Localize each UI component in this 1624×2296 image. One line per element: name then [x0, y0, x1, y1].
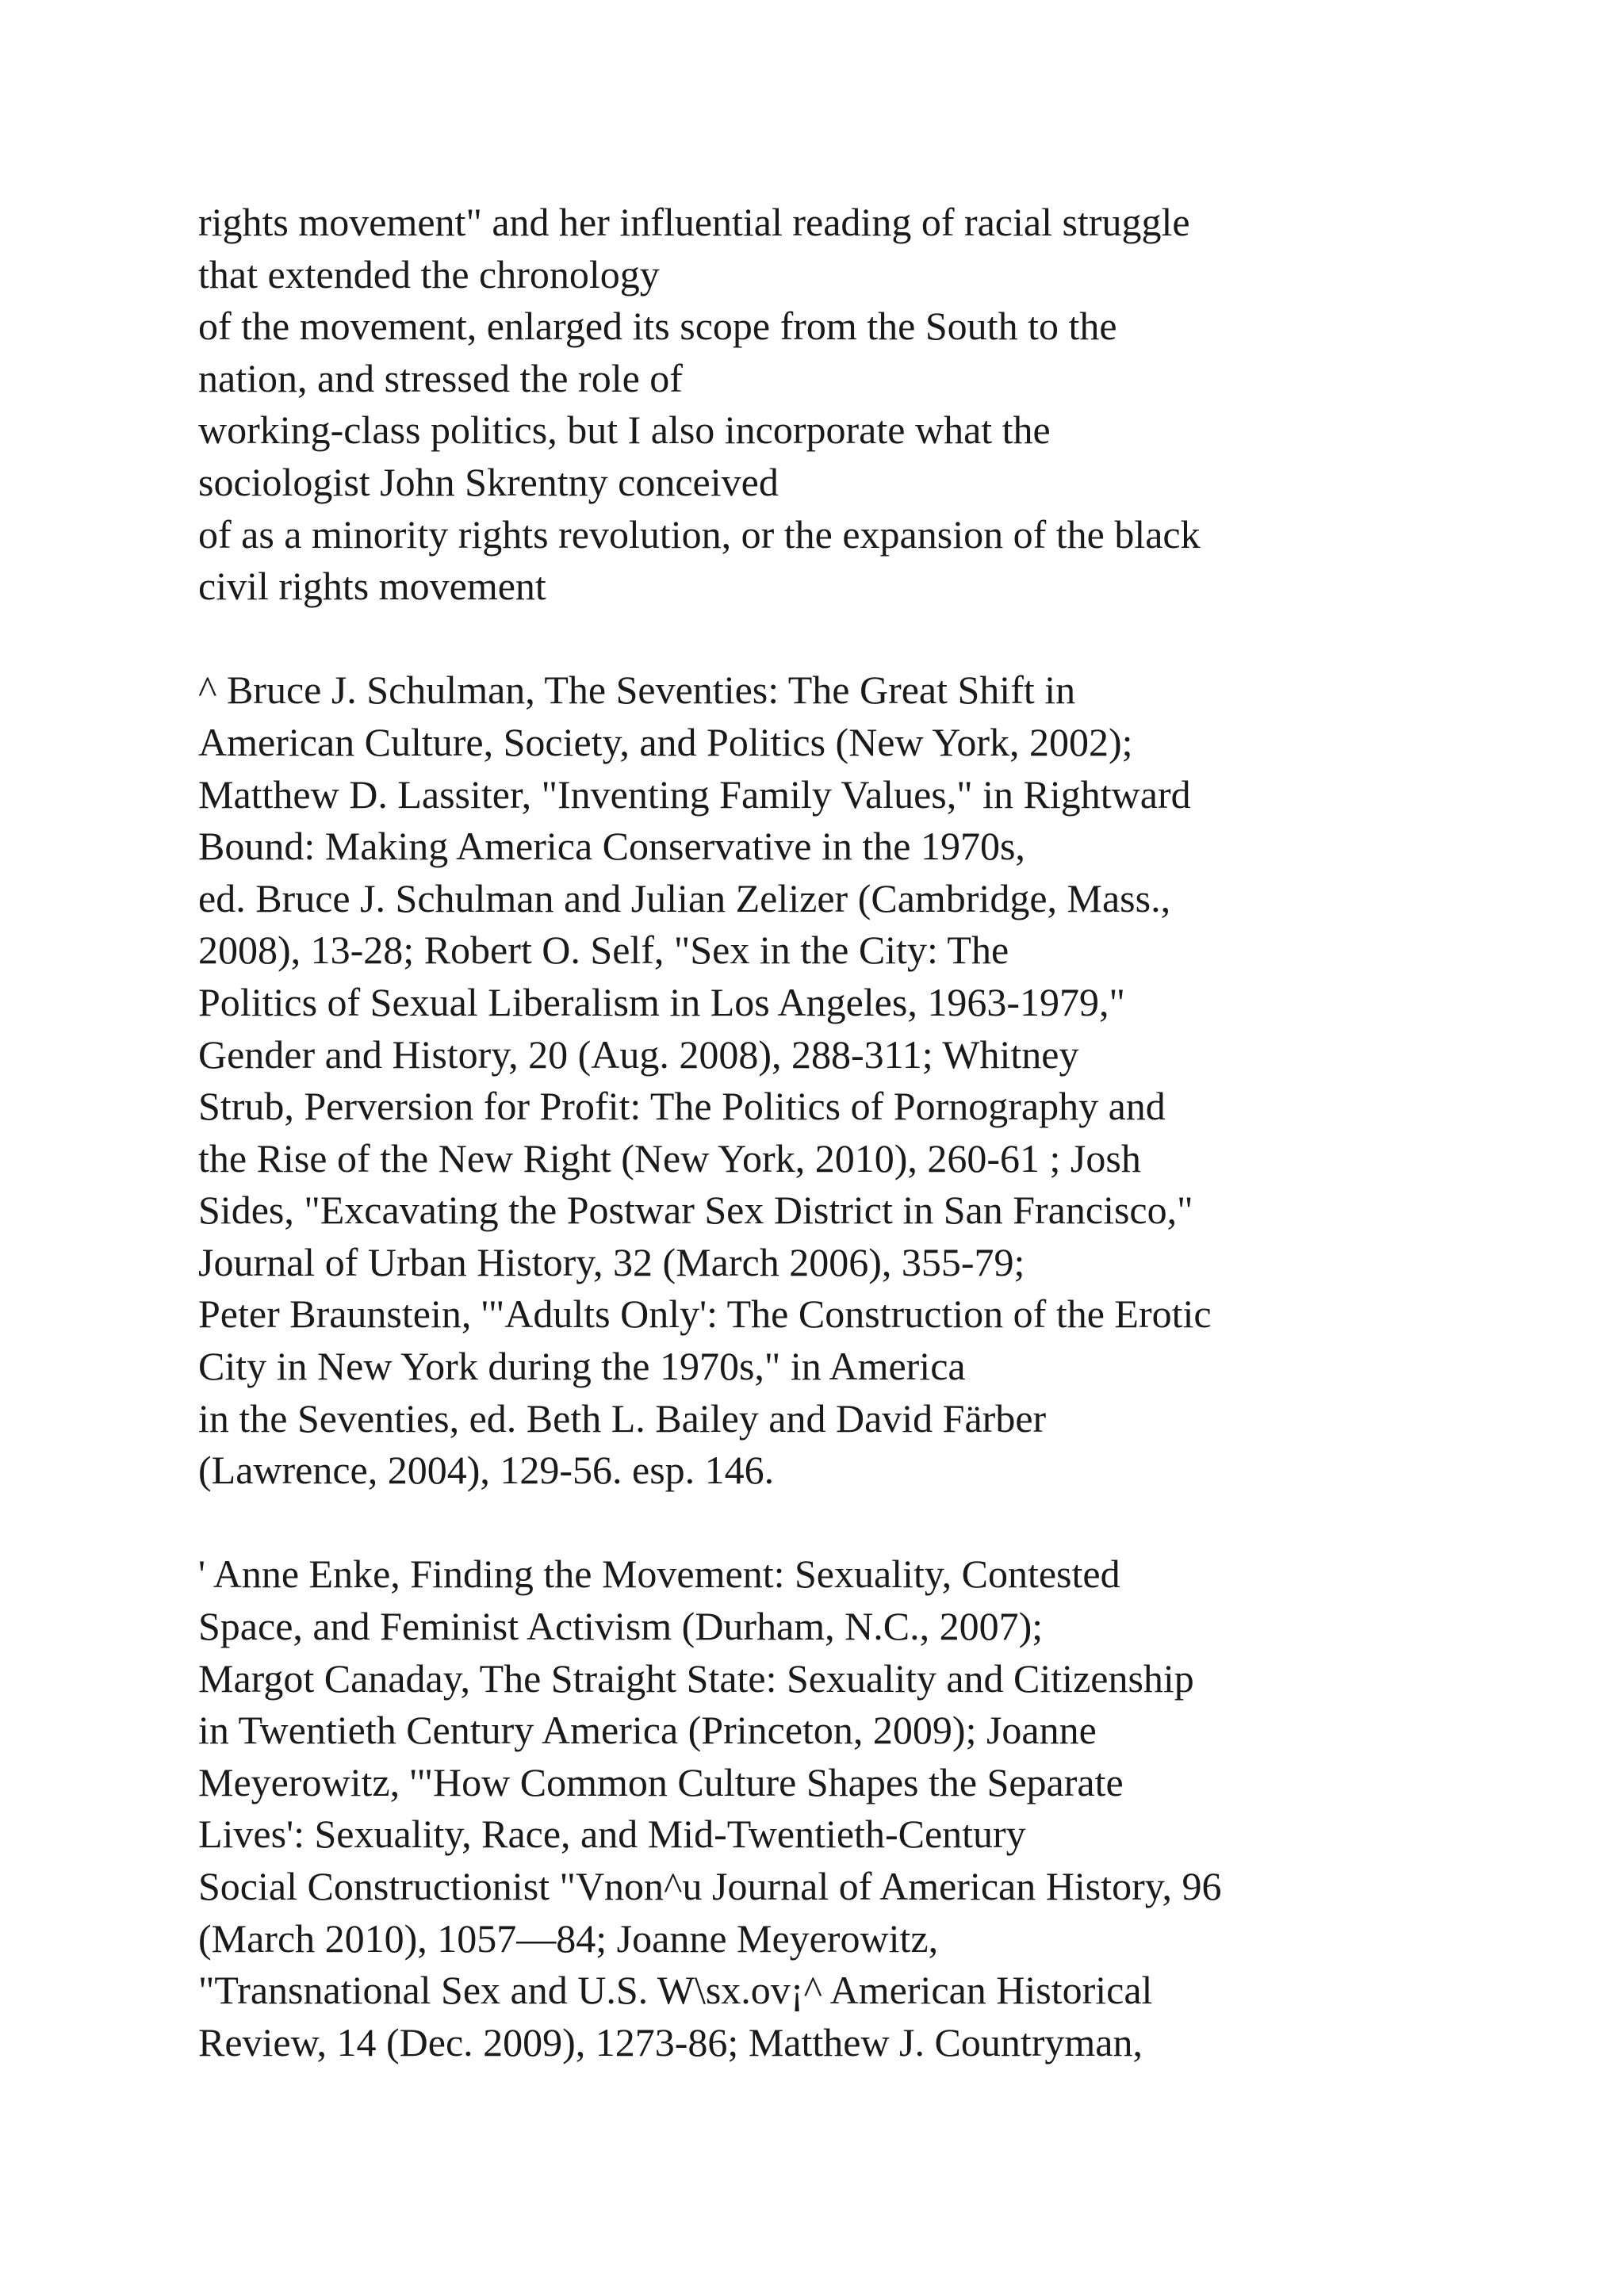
text-line: (March 2010), 1057—84; Joanne Meyerowitz, [198, 1915, 939, 1961]
footnote-enke [198, 1548, 1594, 2068]
footnote-schulman [198, 664, 1594, 1497]
text-line: ed. Bruce J. Schulman and Julian Zelizer (Cambridge, Mass., [198, 875, 1171, 920]
text-line: Meyerowitz, '"How Common Culture Shapes the Separate [198, 1759, 1124, 1804]
text-line: civil rights movement [198, 564, 546, 609]
text-line: Review, 14 (Dec. 2009), 1273-86; Matthew J. Countryman, [198, 2019, 1143, 2064]
text-line: Bound: Making America Conservative in the 1970s, [198, 824, 1025, 869]
text-line: "Transnational Sex and U.S. W\sx.ov¡^ American Historical [198, 1968, 1153, 2013]
text-line: sociologist John Skrentny conceived [198, 459, 779, 504]
paragraph-gap [198, 613, 1594, 665]
text-line: (Lawrence, 2004), 129-56. esp. 146. [198, 1448, 775, 1493]
text-line: 2008), 13-28; Robert O. Self, "Sex in the City: The [198, 928, 1009, 973]
text-line: Gender and History, 20 (Aug. 2008), 288-311; Whitney [198, 1031, 1079, 1077]
paragraph-civil-rights [198, 197, 1594, 613]
text-line: in Twentieth Century America (Princeton, 2009); Joanne [198, 1708, 1097, 1753]
text-line: nation, and stressed the role of [198, 355, 683, 400]
text-line: Margot Canaday, The Straight State: Sexuality and Citizenship [198, 1655, 1194, 1701]
text-line: City in New York during the 1970s," in America [198, 1344, 966, 1389]
text-line: Social Constructionist "Vnon^u Journal of American History, 96 [198, 1864, 1222, 1908]
document-page [198, 197, 1594, 2068]
text-line: the Rise of the New Right (New York, 2010), 260-61 ; Josh [198, 1135, 1141, 1181]
text-line: Politics of Sexual Liberalism in Los Angeles, 1963-1979," [198, 979, 1125, 1024]
text-line: Lives': Sexuality, Race, and Mid-Twentieth-Century [198, 1812, 1026, 1857]
text-line: of the movement, enlarged its scope from the South to the [198, 304, 1117, 349]
text-line: American Culture, Society, and Politics (New York, 2002); [198, 719, 1133, 764]
paragraph-gap [198, 1497, 1594, 1549]
text-line: Space, and Feminist Activism (Durham, N.C., 2007); [198, 1604, 1044, 1649]
text-line: Matthew D. Lassiter, "Inventing Family Values," in Rightward [198, 771, 1191, 817]
text-line: ' Anne Enke, Finding the Movement: Sexuality, Contested [198, 1552, 1120, 1597]
text-line: that extended the chronology [198, 251, 660, 297]
text-line: Sides, "Excavating the Postwar Sex District in San Francisco," [198, 1188, 1193, 1233]
text-line: Journal of Urban History, 32 (March 2006), 355-79; [198, 1239, 1025, 1284]
text-line: Peter Braunstein, '"Adults Only': The Construction of the Erotic [198, 1292, 1212, 1337]
text-line: in the Seventies, ed. Beth L. Bailey and David Färber [198, 1395, 1047, 1441]
text-line: rights movement" and her influential reading of racial struggle [198, 200, 1190, 244]
text-line: ^ Bruce J. Schulman, The Seventies: The Great Shift in [198, 668, 1076, 713]
text-line: working-class politics, but I also incorporate what the [198, 408, 1051, 453]
text-line: of as a minority rights revolution, or the expansion of the black [198, 511, 1201, 557]
text-line: Strub, Perversion for Profit: The Politics of Pornography and [198, 1084, 1166, 1129]
